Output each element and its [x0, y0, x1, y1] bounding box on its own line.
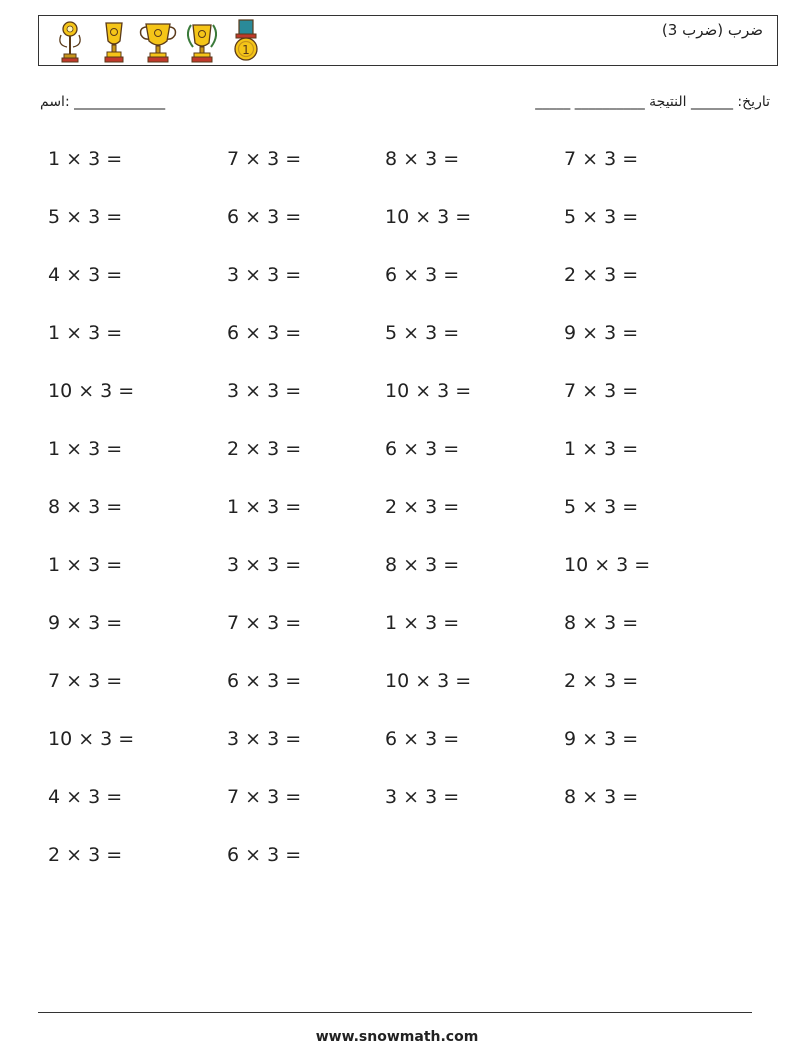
header-box — [38, 15, 778, 66]
problem-item: 2 × 3 = — [385, 496, 460, 518]
problem-item: 5 × 3 = — [564, 496, 639, 518]
problem-item: 7 × 3 = — [48, 670, 123, 692]
problem-item: 8 × 3 = — [48, 496, 123, 518]
problem-item: 6 × 3 = — [227, 670, 302, 692]
problem-item: 6 × 3 = — [227, 844, 302, 866]
problem-item: 9 × 3 = — [564, 322, 639, 344]
problem-item: 4 × 3 = — [48, 786, 123, 808]
trophy-row — [49, 19, 267, 64]
problem-item: 3 × 3 = — [227, 264, 302, 286]
problem-item: 3 × 3 = — [227, 380, 302, 402]
problem-item: 1 × 3 = — [227, 496, 302, 518]
problem-item: 1 × 3 = — [48, 322, 123, 344]
large-cup-trophy-icon — [137, 19, 179, 64]
problem-item: 6 × 3 = — [385, 264, 460, 286]
problem-item: 1 × 3 = — [48, 438, 123, 460]
problem-item: 7 × 3 = — [227, 612, 302, 634]
problem-item: 1 × 3 = — [48, 148, 123, 170]
problem-item: 10 × 3 = — [385, 380, 472, 402]
worksheet-title: ضرب (ضرب 3) — [661, 21, 763, 39]
problem-item: 10 × 3 = — [385, 206, 472, 228]
problem-item: 3 × 3 = — [227, 554, 302, 576]
date-score-field: تاريخ: ______ النتيجة __________ _____ — [535, 94, 770, 110]
award-trophy-icon — [49, 19, 91, 64]
problem-item: 8 × 3 = — [564, 786, 639, 808]
laurel-cup-trophy-icon — [181, 19, 223, 64]
problem-item: 9 × 3 = — [48, 612, 123, 634]
problem-item: 9 × 3 = — [564, 728, 639, 750]
problem-item: 2 × 3 = — [227, 438, 302, 460]
problem-item: 2 × 3 = — [564, 264, 639, 286]
problem-item: 8 × 3 = — [385, 554, 460, 576]
problem-item: 7 × 3 = — [564, 148, 639, 170]
cup-trophy-icon — [93, 19, 135, 64]
svg-text:1: 1 — [242, 43, 250, 57]
problem-item: 5 × 3 = — [564, 206, 639, 228]
problem-item: 10 × 3 = — [564, 554, 651, 576]
problem-item: 10 × 3 = — [385, 670, 472, 692]
problem-item: 1 × 3 = — [48, 554, 123, 576]
problem-item: 6 × 3 = — [227, 206, 302, 228]
problem-item: 4 × 3 = — [48, 264, 123, 286]
problem-item: 1 × 3 = — [385, 612, 460, 634]
name-field: اسم: _____________ — [40, 94, 166, 110]
problem-item: 10 × 3 = — [48, 728, 135, 750]
problem-item: 2 × 3 = — [48, 844, 123, 866]
problem-item: 10 × 3 = — [48, 380, 135, 402]
problem-item: 1 × 3 = — [564, 438, 639, 460]
problem-item: 6 × 3 = — [385, 438, 460, 460]
problem-item: 5 × 3 = — [48, 206, 123, 228]
problem-item: 6 × 3 = — [385, 728, 460, 750]
problem-item: 3 × 3 = — [227, 728, 302, 750]
problem-item: 5 × 3 = — [385, 322, 460, 344]
problem-item: 3 × 3 = — [385, 786, 460, 808]
problem-item: 8 × 3 = — [564, 612, 639, 634]
problem-item: 7 × 3 = — [564, 380, 639, 402]
footer-url: www.snowmath.com — [315, 1029, 479, 1045]
problem-item: 7 × 3 = — [227, 148, 302, 170]
problem-item: 6 × 3 = — [227, 322, 302, 344]
problem-item: 7 × 3 = — [227, 786, 302, 808]
footer-divider — [38, 1012, 752, 1013]
problem-item: 2 × 3 = — [564, 670, 639, 692]
problem-item: 8 × 3 = — [385, 148, 460, 170]
gold-medal-icon — [225, 19, 267, 64]
